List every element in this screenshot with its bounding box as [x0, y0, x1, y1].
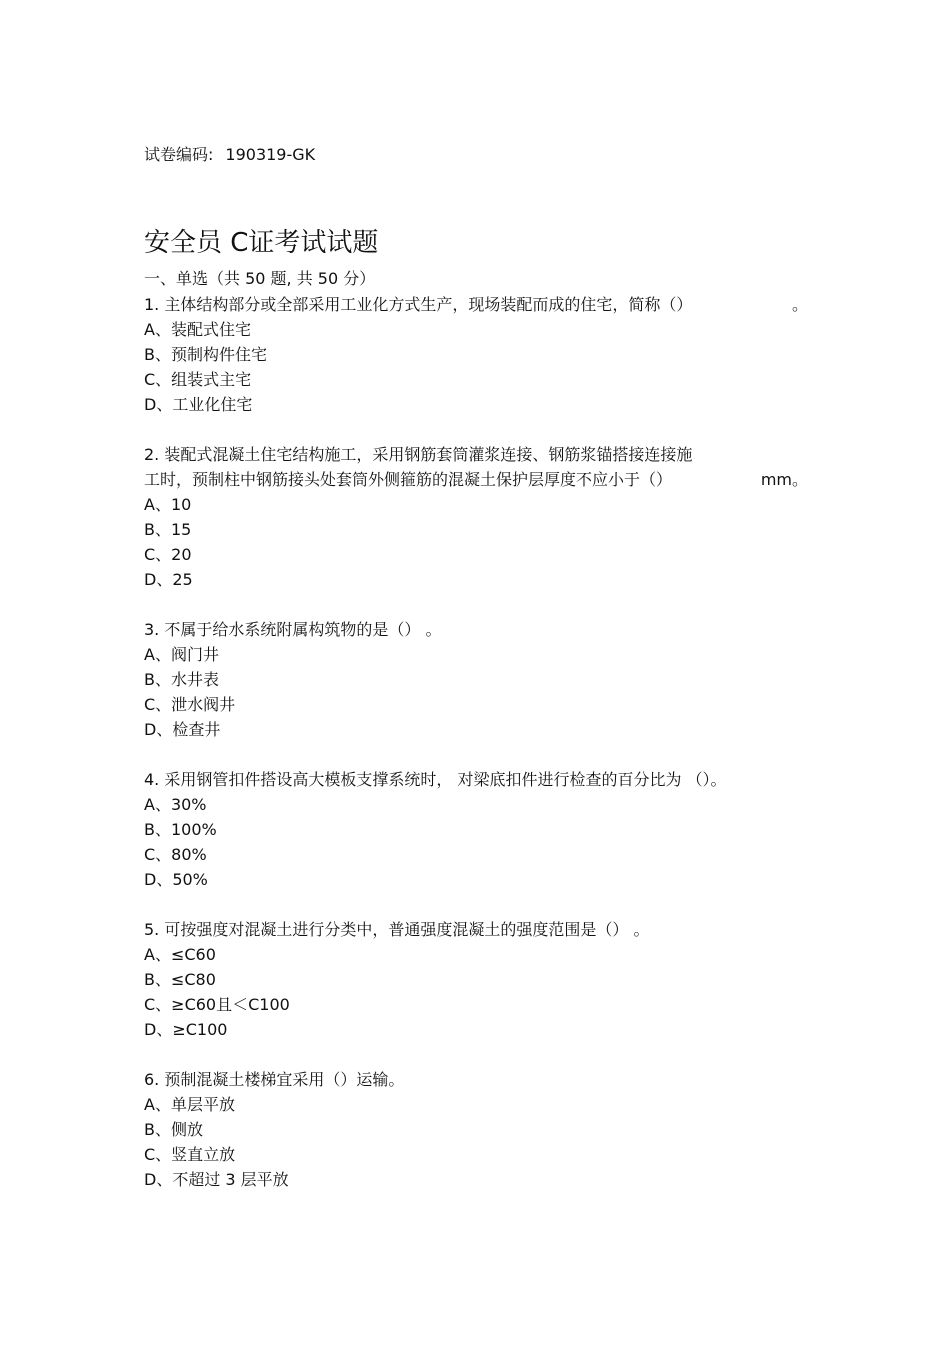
- option-b: B、侧放: [144, 1120, 203, 1139]
- question-5: [144, 917, 814, 1042]
- question-text: 5. 可按强度对混凝土进行分类中，普通强度混凝土的强度范围是（） 。: [144, 920, 650, 939]
- option-d: D、工业化住宅: [144, 395, 253, 414]
- question-4: [144, 767, 814, 892]
- option-a: A、装配式住宅: [144, 320, 251, 339]
- question-text: 6. 预制混凝土楼梯宜采用（）运输。: [144, 1070, 405, 1089]
- exam-code-line: [144, 144, 315, 166]
- document-title: 安全员 C证考试试题: [144, 228, 379, 258]
- option-a: A、10: [144, 495, 192, 514]
- option-c: C、竖直立放: [144, 1145, 236, 1164]
- question-6: [144, 1067, 814, 1192]
- option-a: A、≤C60: [144, 945, 216, 964]
- option-d: D、50%: [144, 870, 208, 889]
- option-d: D、不超过 3 层平放: [144, 1170, 289, 1189]
- question-text: 4. 采用钢管扣件搭设高大模板支撑系统时， 对梁底扣件进行检查的百分比为 （）。: [144, 770, 727, 789]
- option-a: A、阀门井: [144, 645, 219, 664]
- option-c: C、组装式主宅: [144, 370, 252, 389]
- question-2: [144, 442, 814, 592]
- option-d: D、≥C100: [144, 1020, 228, 1039]
- question-tail: mm。: [760, 470, 808, 489]
- question-1: [144, 292, 814, 417]
- question-text: 2. 装配式混凝土住宅结构施工，采用钢筋套筒灌浆连接、钢筋浆锚搭接连接施: [144, 445, 693, 464]
- question-text: 3. 不属于给水系统附属构筑物的是（） 。: [144, 620, 442, 639]
- question-tail: 。: [791, 295, 808, 314]
- section-heading: 一、单选（共 50 题, 共 50 分）: [144, 269, 376, 288]
- question-text: 1. 主体结构部分或全部采用工业化方式生产，现场装配而成的住宅，简称（） 。: [144, 292, 814, 317]
- option-c: C、≥C60且＜C100: [144, 995, 290, 1014]
- question-text-continued: 工时，预制柱中钢筋接头处套筒外侧箍筋的混凝土保护层厚度不应小于（） mm。: [144, 467, 814, 492]
- exam-code-label: 试卷编码:: [144, 145, 214, 164]
- option-a: A、30%: [144, 795, 207, 814]
- option-b: B、≤C80: [144, 970, 216, 989]
- question-list: [144, 292, 814, 1217]
- option-c: C、80%: [144, 845, 207, 864]
- option-d: D、25: [144, 570, 193, 589]
- option-b: B、水井表: [144, 670, 219, 689]
- option-d: D、检查井: [144, 720, 221, 739]
- option-b: B、15: [144, 520, 192, 539]
- option-c: C、泄水阀井: [144, 695, 236, 714]
- option-b: B、预制构件住宅: [144, 345, 267, 364]
- option-b: B、100%: [144, 820, 217, 839]
- option-c: C、20: [144, 545, 192, 564]
- option-a: A、单层平放: [144, 1095, 235, 1114]
- exam-code-value: 190319-GK: [225, 145, 316, 164]
- question-3: [144, 617, 814, 742]
